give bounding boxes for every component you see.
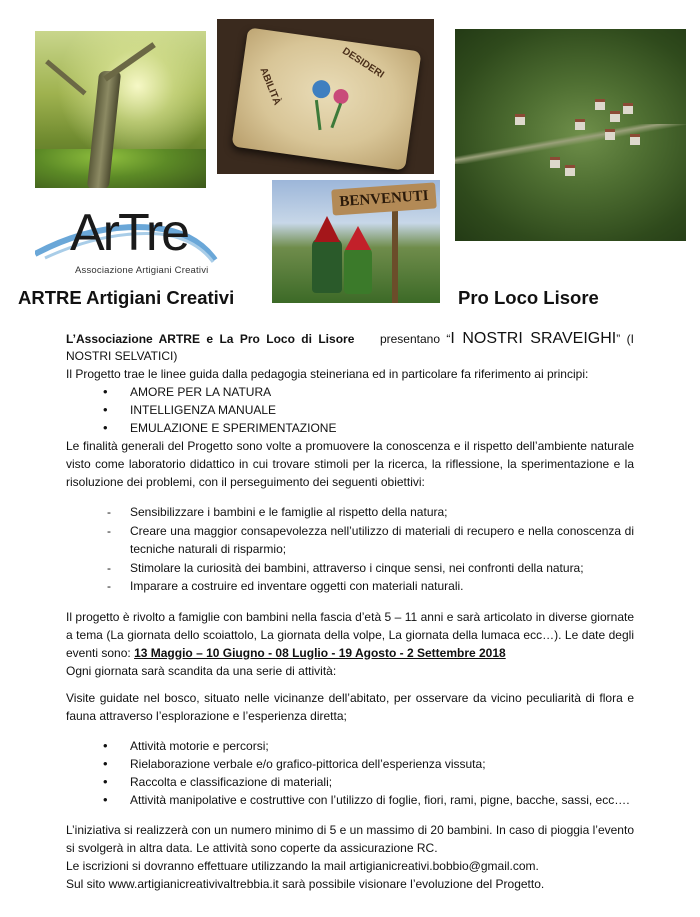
header-left-title: ARTRE Artigiani Creativi [18, 287, 235, 308]
list-item: • AMORE PER LA NATURA [130, 383, 634, 401]
visits-paragraph: Visite guidate nel bosco, situato nelle vicinanze dell’abitato, per osservare da vicino peculiarità di flora e fauna attraverso l’esplorazione e l’esperienza diretta; [66, 690, 634, 723]
activities-list [66, 737, 634, 809]
welcome-gnomes-photo [272, 180, 440, 303]
list-item: • Rielaborazione verbale e/o grafico-pittorica dell’esperienza vissuta; [130, 755, 634, 773]
website-line: Sul sito www.artigianicreativivaltrebbia.it sarà possibile visionare l’evoluzione del Progetto. [66, 876, 545, 891]
box-text-abilita: ABILITÀ [257, 66, 283, 107]
intro-lead: L’Associazione ARTRE e La Pro Loco di Lisore [66, 332, 355, 346]
logo-mark: ArTre [70, 204, 189, 262]
schedule-line: Ogni giornata sarà scandita da una serie di attività: [66, 663, 337, 678]
village-aerial-photo [455, 29, 686, 241]
list-item: • Attività motorie e percorsi; [130, 737, 634, 755]
list-item: - Stimolare la curiosità dei bambini, attraverso i cinque sensi, nei confronti della natura; [130, 559, 634, 578]
list-item: - Creare una maggior consapevolezza nell’utilizzo di materiali di recupero e nella conoscenza di tecniche naturali di risparmio; [130, 522, 634, 559]
principles-list [66, 383, 634, 437]
box-text-desideri: DESIDERI [340, 45, 386, 81]
principles-intro: Il Progetto trae le linee guida dalla pedagogia steineriana ed in particolare fa riferimento ai principi: [66, 367, 589, 381]
list-item: • INTELLIGENZA MANUALE [130, 401, 634, 419]
list-item: • EMULAZIONE E SPERIMENTAZIONE [130, 419, 634, 437]
intro-tail: ” (I NOSTRI SELVATICI) [66, 332, 634, 363]
decorated-box-photo [217, 19, 434, 174]
logo-subtitle: Associazione Artigiani Creativi [75, 265, 209, 276]
objectives-list [66, 503, 634, 596]
forest-photo [35, 31, 206, 188]
welcome-sign: BENVENUTI [331, 182, 437, 215]
event-dates: 13 Maggio – 10 Giugno - 08 Luglio - 19 Agosto - 2 Settembre 2018 [134, 645, 506, 660]
document-body [66, 330, 634, 893]
artre-logo [35, 202, 220, 277]
registration-line: Le iscrizioni si dovranno effettuare utilizzando la mail artigianicreativi.bobbio@gmail.com. [66, 858, 539, 873]
closing-paragraph: L’iniziativa si realizzerà con un numero minimo di 5 e un massimo di 20 bambini. In caso di pioggia l’evento si svolgerà in altra data. Le attività sono coperte da assicurazione RC. [66, 822, 634, 855]
header-right-title: Pro Loco Lisore [458, 287, 599, 308]
intro-verb: presentano “ [379, 332, 451, 346]
intro-paragraph [66, 330, 634, 365]
list-item: • Attività manipolative e costruttive con l’utilizzo di foglie, fiori, rami, pigne, bacche, sassi, ecc…. [130, 791, 634, 809]
goals-paragraph: Le finalità generali del Progetto sono volte a promuovere la conoscenza e il rispetto dell’ambiente naturale visto come laboratorio didattico in cui trovare stimoli per la ricerca, la riflessione, la sperimentazione e la risoluzione dei problemi, con il perseguimento dei seguenti obiettivi: [66, 439, 634, 489]
list-item: • Raccolta e classificazione di materiali; [130, 773, 634, 791]
project-name: I NOSTRI SRAVEIGHI [450, 330, 617, 347]
audience-text: Il progetto è rivolto a famiglie con bambini nella fascia d’età 5 – 11 anni e sarà articolato in diverse giornate a tema (La giornata dello scoiattolo, La giornata della volpe, La giornata della lumaca ecc…). Le date degli eventi sono: [66, 609, 634, 660]
audience-paragraph [66, 608, 634, 662]
list-item: - Sensibilizzare i bambini e le famiglie al rispetto della natura; [130, 503, 634, 522]
list-item: - Imparare a costruire ed inventare oggetti con materiali naturali. [130, 577, 634, 596]
